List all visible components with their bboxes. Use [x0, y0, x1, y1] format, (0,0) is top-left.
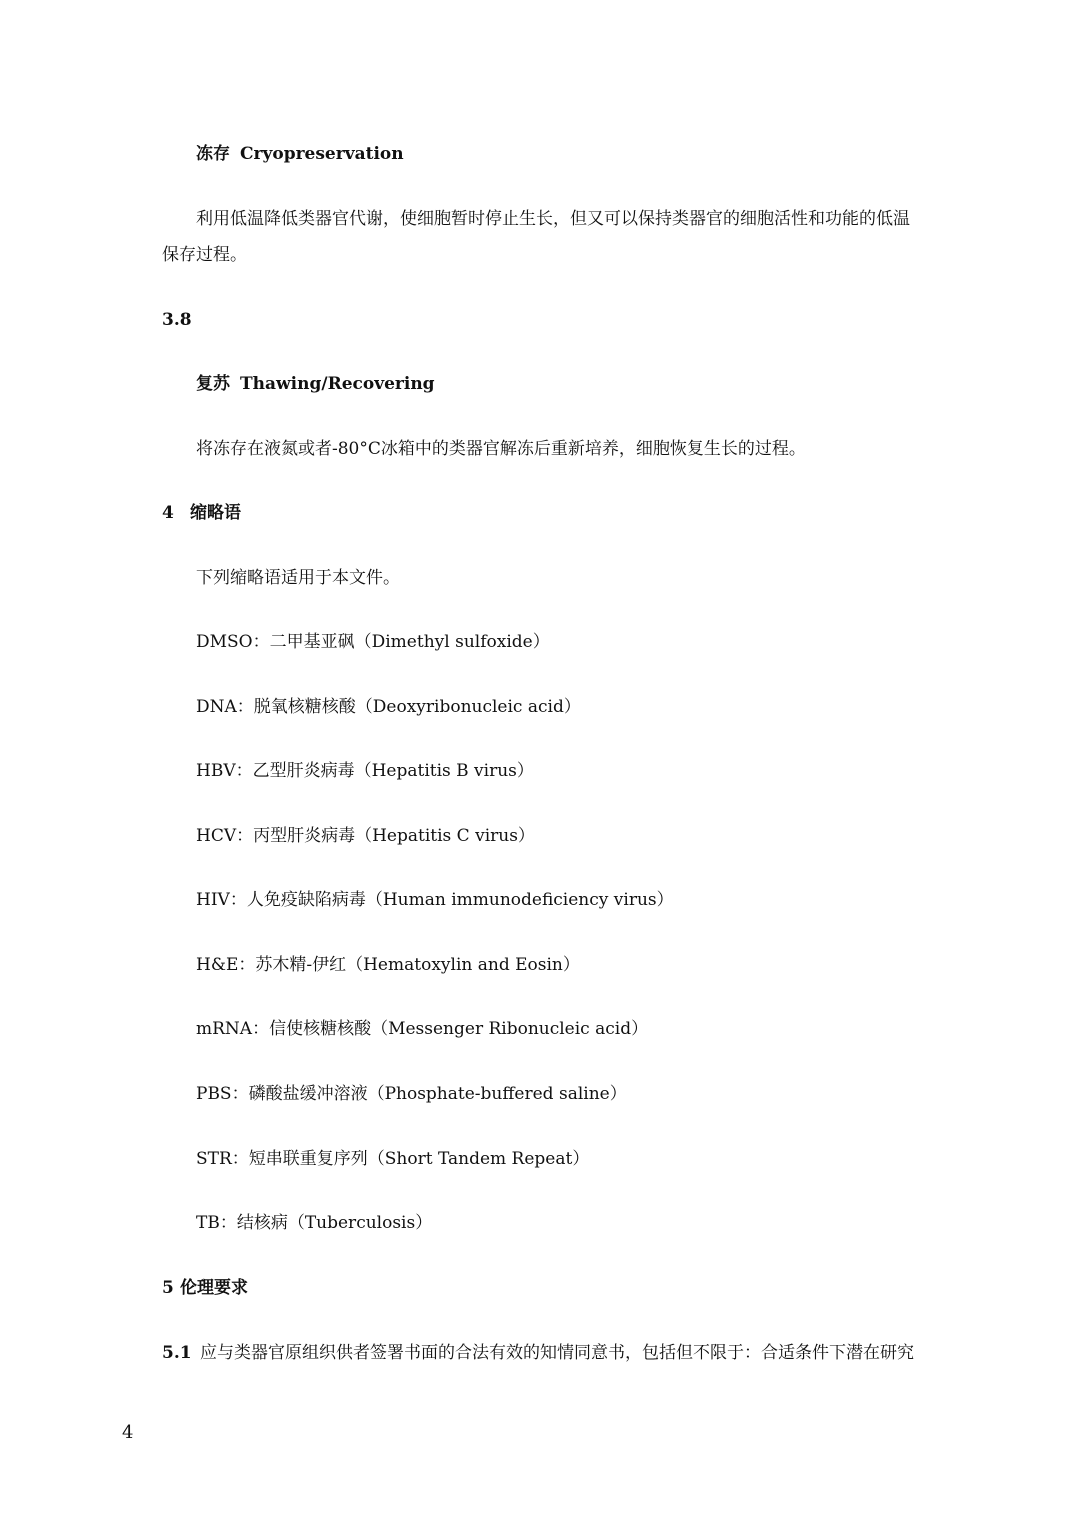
- term-cryopreservation: [196, 143, 404, 165]
- definition-line: 利用低温降低类器官代谢，使细胞暂时停止生长，但又可以保持类器官的细胞活性和功能的低温: [196, 209, 910, 229]
- definition-line: 保存过程。: [162, 245, 247, 265]
- abbreviation-item: mRNA：信使核糖核酸（Messenger Ribonucleic acid）: [196, 1019, 649, 1039]
- term-en: Cryopreservation: [240, 144, 404, 164]
- section-heading: [162, 1277, 248, 1299]
- term-en: Thawing/Recovering: [240, 374, 435, 394]
- abbreviation-item: HBV：乙型肝炎病毒（Hepatitis B virus）: [196, 761, 534, 781]
- term-zh: 复苏: [196, 374, 230, 394]
- clause-text: 应与类器官原组织供者签署书面的合法有效的知情同意书，包括但不限于：合适条件下潜在研究: [200, 1343, 914, 1363]
- abbreviation-item: HIV：人免疫缺陷病毒（Human immunodeficiency virus）: [196, 890, 674, 910]
- abbreviation-item: TB：结核病（Tuberculosis）: [196, 1213, 433, 1233]
- section-heading: [162, 502, 241, 524]
- section-number: 3.8: [162, 310, 192, 330]
- section-number: 5: [162, 1278, 174, 1298]
- abbreviation-item: PBS：磷酸盐缓冲溶液（Phosphate-buffered saline）: [196, 1084, 627, 1104]
- page-number: 4: [122, 1422, 134, 1443]
- abbreviation-item: STR：短串联重复序列（Short Tandem Repeat）: [196, 1149, 590, 1169]
- abbreviation-item: DNA：脱氧核糖核酸（Deoxyribonucleic acid）: [196, 697, 581, 717]
- abbreviation-item: DMSO：二甲基亚砜（Dimethyl sulfoxide）: [196, 632, 550, 652]
- section-title: 缩略语: [190, 503, 241, 523]
- section-title: 伦理要求: [180, 1278, 248, 1298]
- clause: [162, 1342, 914, 1364]
- term-thawing: [196, 373, 435, 395]
- section-number: 4: [162, 503, 174, 523]
- term-zh: 冻存: [196, 144, 230, 164]
- clause-number: 5.1: [162, 1343, 192, 1363]
- abbreviation-intro: 下列缩略语适用于本文件。: [196, 568, 400, 588]
- abbreviation-item: H&E：苏木精-伊红（Hematoxylin and Eosin）: [196, 955, 580, 975]
- definition-line: 将冻存在液氮或者-80°C冰箱中的类器官解冻后重新培养，细胞恢复生长的过程。: [196, 439, 806, 459]
- abbreviation-item: HCV：丙型肝炎病毒（Hepatitis C virus）: [196, 826, 535, 846]
